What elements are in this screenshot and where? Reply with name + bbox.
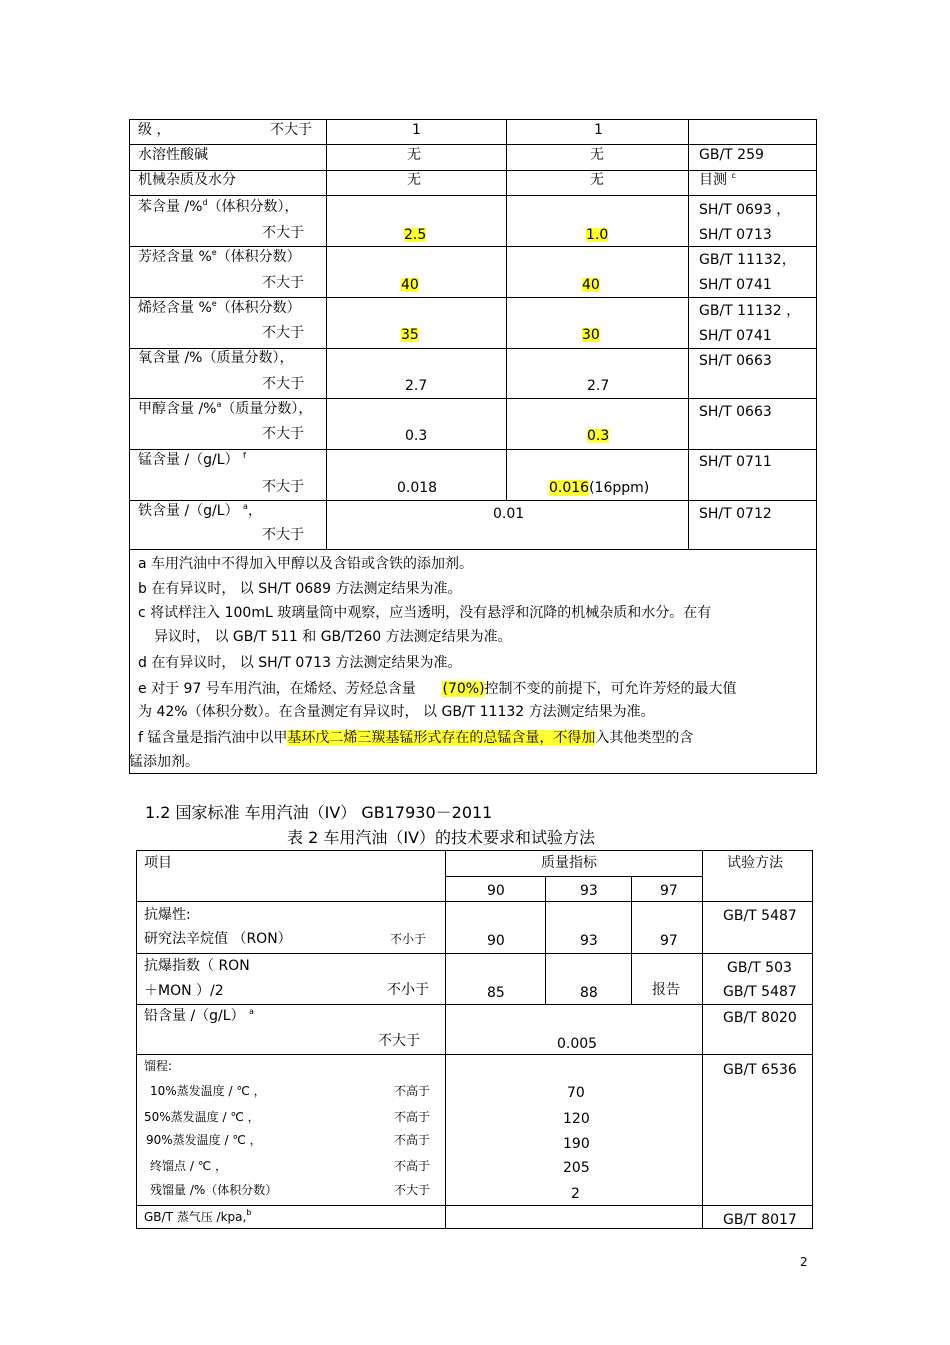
t2-r1-label1: 抗爆性:: [144, 907, 191, 923]
t1-r9-label: 锰含量 /（g/L） $^f$: [138, 451, 246, 468]
t1-r1-limit: 不大于: [270, 122, 312, 138]
distill-90-limit: 不高于: [394, 1133, 431, 1147]
t1-r9-v1: 0.018: [397, 480, 438, 496]
t1-r5-method1: GB/T 11132，: [699, 252, 796, 268]
t1-r10-label: 铁含量 /（g/L） $^a$，: [138, 502, 262, 519]
t1-r8-label: 甲醇含量 /%$^a$（质量分数），: [138, 400, 313, 417]
t1-r7-label: 氧含量 /%（质量分数），: [138, 350, 294, 366]
distill-90-value: 190: [563, 1136, 590, 1152]
t1-r6-limit: 不大于: [262, 325, 304, 341]
t2-r3-method: GB/T 8020: [723, 1010, 797, 1026]
t1-r8-v1: 0.3: [405, 428, 428, 444]
t2-r1-v97: 97: [660, 933, 678, 949]
t1-r5-method2: SH/T 0741: [699, 277, 772, 293]
t1-r7-limit: 不大于: [262, 376, 304, 392]
table2-caption: 表 2 车用汽油（IV）的技术要求和试验方法: [287, 828, 596, 847]
t2-r3-value: 0.005: [557, 1036, 598, 1052]
t1-r9-limit: 不大于: [262, 479, 304, 495]
note-d: d 在有异议时， 以 SH/T 0713 方法测定结果为准。: [138, 655, 462, 671]
t2-r1-label2: 研究法辛烷值 （RON）: [144, 931, 292, 947]
t1-r4-v2: 1.0: [586, 227, 609, 243]
t1-r3-label: 机械杂质及水分: [138, 172, 236, 188]
t1-r10-value: 0.01: [493, 506, 525, 522]
t2-r2-method2: GB/T 5487: [723, 984, 797, 1000]
t2-r5-method: GB/T 8017: [723, 1212, 797, 1228]
t2-header-item: 项目: [144, 855, 172, 871]
t1-r8-limit: 不大于: [262, 426, 304, 442]
t2-r2-method1: GB/T 503: [727, 960, 792, 976]
t1-r6-method1: GB/T 11132 ，: [699, 303, 801, 319]
t1-r4-label: 苯含量 /%$^d$（体积分数），: [138, 198, 299, 215]
note-e-line1: e 对于 97 号车用汽油，在烯烃、芳烃总含量 (70%)控制不变的前提下，可允许芳烃的最大值: [138, 681, 737, 697]
t1-r8-v2: 0.3: [587, 428, 610, 444]
t2-r2-v93: 88: [580, 985, 598, 1001]
t2-r5-label: GB/T 蒸气压 /kpa,$^b$: [144, 1208, 252, 1224]
t2-header-97: 97: [660, 883, 678, 899]
distill-50-limit: 不高于: [394, 1110, 431, 1124]
t1-r8-method: SH/T 0663: [699, 404, 772, 420]
distill-end-label: 终馏点 / ℃ ，: [150, 1159, 227, 1173]
t2-r2-label1: 抗爆指数（ RON: [144, 958, 250, 974]
distill-10-limit: 不高于: [394, 1084, 431, 1098]
t1-r2-label: 水溶性酸碱: [138, 147, 208, 163]
t1-r7-v1: 2.7: [405, 378, 428, 394]
t1-r6-v2: 30: [582, 327, 600, 343]
t2-header-method: 试验方法: [727, 855, 783, 871]
t2-header-93: 93: [580, 883, 598, 899]
note-a: a 车用汽油中不得加入甲醇以及含铅或含铁的添加剂。: [138, 556, 474, 572]
t1-r2-v2: 无: [590, 147, 604, 163]
t1-r7-v2: 2.7: [587, 378, 610, 394]
t1-r3-method: 目测 $^c$: [699, 171, 736, 188]
t1-r5-v1: 40: [401, 277, 419, 293]
t1-r3-v2: 无: [590, 172, 604, 188]
distill-10-value: 70: [567, 1085, 585, 1101]
t2-r2-limit: 不小于: [387, 982, 429, 998]
t1-r5-limit: 不大于: [262, 275, 304, 291]
t2-r3-limit: 不大于: [378, 1033, 420, 1049]
distill-10-label: 10%蒸发温度 / ℃ ，: [150, 1084, 266, 1098]
t1-r1-v2: 1: [594, 122, 603, 138]
t1-r9-v2: 0.016(16ppm): [549, 480, 650, 496]
t1-r1-v1: 1: [412, 122, 421, 138]
t1-r10-method: SH/T 0712: [699, 506, 772, 522]
t1-r5-v2: 40: [582, 277, 600, 293]
distill-residue-value: 2: [571, 1186, 580, 1202]
t2-r1-v93: 93: [580, 933, 598, 949]
distill-residue-label: 残馏量 /%（体积分数）: [150, 1183, 278, 1197]
note-c-line2: 异议时， 以 GB/T 511 和 GB/T260 方法测定结果为准。: [154, 629, 512, 645]
t2-header-quality: 质量指标: [541, 855, 597, 871]
t1-r6-label: 烯烃含量 %$^e$（体积分数）: [138, 299, 301, 316]
t2-r2-v97: 报告: [652, 982, 680, 998]
note-b: b 在有异议时， 以 SH/T 0689 方法测定结果为准。: [138, 581, 462, 597]
t2-r4-title: 馏程:: [144, 1059, 173, 1073]
t2-r1-method: GB/T 5487: [723, 908, 797, 924]
t2-r1-v90: 90: [487, 933, 505, 949]
section-heading: 1.2 国家标准 车用汽油（IV） GB17930－2011: [145, 803, 493, 822]
distill-90-label: 90%蒸发温度 / ℃ ，: [146, 1133, 262, 1147]
t1-r4-limit: 不大于: [262, 225, 304, 241]
t1-r2-v1: 无: [407, 147, 421, 163]
t1-r6-v1: 35: [401, 327, 419, 343]
note-e-line2: 为 42%（体积分数）。在含量测定有异议时， 以 GB/T 11132 方法测定结果为准。: [138, 704, 655, 720]
note-f-line2: 锰添加剂。: [129, 754, 199, 770]
t2-r2-v90: 85: [487, 985, 505, 1001]
t2-r4-method: GB/T 6536: [723, 1062, 797, 1078]
distill-residue-limit: 不大于: [394, 1183, 431, 1197]
t1-r9-method: SH/T 0711: [699, 454, 772, 470]
t2-r1-limit: 不小于: [390, 932, 427, 946]
t1-r3-v1: 无: [407, 172, 421, 188]
t1-r10-limit: 不大于: [262, 527, 304, 543]
distill-end-value: 205: [563, 1160, 590, 1176]
t1-r5-label: 芳烃含量 %$^e$（体积分数）: [138, 248, 301, 265]
distill-end-limit: 不高于: [394, 1159, 431, 1173]
t1-r2-method: GB/T 259: [699, 147, 764, 163]
t1-r7-method: SH/T 0663: [699, 353, 772, 369]
t1-r4-method2: SH/T 0713: [699, 227, 772, 243]
t1-r1-label: 级 ，: [138, 122, 171, 138]
t2-header-90: 90: [487, 883, 505, 899]
t1-r6-method2: SH/T 0741: [699, 328, 772, 344]
note-f-line1: f 锰含量是指汽油中以甲基环戊二烯三羰基锰形式存在的总锰含量，不得加入其他类型的含: [138, 730, 694, 746]
t1-r4-method1: SH/T 0693 ，: [699, 202, 791, 218]
page-number: 2: [800, 1255, 808, 1269]
t2-r3-label: 铅含量 /（g/L） $^a$: [144, 1007, 254, 1024]
t2-r2-label2: ＋MON ）/2: [144, 983, 224, 999]
note-c-line1: c 将试样注入 100mL 玻璃量筒中观察，应当透明，没有悬浮和沉降的机械杂质和水分。在有: [138, 605, 712, 621]
t1-r4-v1: 2.5: [404, 227, 427, 243]
distill-50-value: 120: [563, 1111, 590, 1127]
distill-50-label: 50%蒸发温度 / ℃ ，: [144, 1110, 260, 1124]
